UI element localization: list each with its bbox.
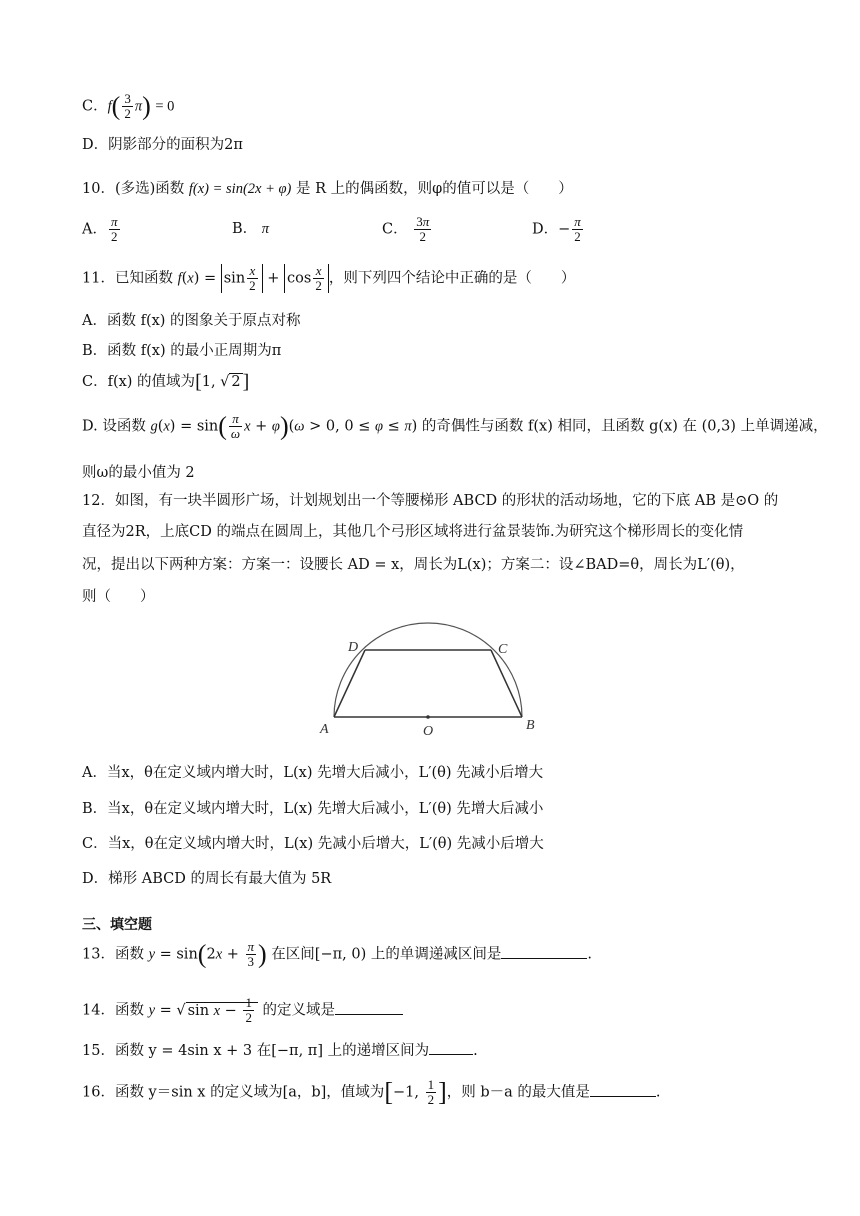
- q12-stem-1: 12．如图，有一块半圆形广场，计划规划出一个等腰梯形 ABCD 的形状的活动场地，它的下底 AB 是⊙O 的: [82, 493, 779, 509]
- q10-stem: 10．(多选)函数 f(x) = sin(2x + φ) 是 R 上的偶函数，则φ的值可以是（ ）: [82, 181, 573, 197]
- q9-option-d: D．阴影部分的面积为2π: [82, 137, 243, 153]
- q13: 13．函数 y = sin(2x + $\frac{\pi}{3}$ ) 在区间[−π, 0) 上的单调递减区间是 .: [82, 939, 592, 969]
- q12-option-b: B．当x，θ在定义域内增大时，L(x) 先增大后减小，L′(θ) 先增大后减小: [82, 801, 544, 817]
- q15: 15．函数 y = 4sin x + 3 在[−π, π] 上的递增区间为 .: [82, 1043, 478, 1059]
- q14: 14．函数 y = √ sin x − $\frac{1}{2}$ 的定义域是: [82, 996, 800, 1025]
- q11-stem: 11．已知函数 f(x) = sin $\frac{x}{2}$ + cos $\frac{x}{2}$ ，则下列四个结论中正确的是（ ）: [82, 263, 576, 293]
- q11-option-c: C．f(x) 的值域为[1, √ 2 ]: [82, 371, 250, 393]
- q16: 16．函数 y＝sin x 的定义域为[a，b]，值域为[−1, $\frac{1}{2}$ ]，则 b－a 的最大值是 .: [82, 1077, 661, 1107]
- q11-option-b: B．函数 f(x) 的最小正周期为π: [82, 343, 282, 359]
- q12-option-c: C．当x，θ在定义域内增大时，L(x) 先减小后增大，L′(θ) 先减小后增大: [82, 836, 544, 852]
- label-b: B: [526, 718, 535, 733]
- label-c: C: [498, 642, 508, 657]
- label-o: O: [423, 724, 434, 739]
- label-d: D: [348, 640, 359, 655]
- center-point: [426, 715, 430, 719]
- q11-option-d: D. 设函数 g(x) = sin( $\frac{\pi}{\omega}$ x + φ)(ω > 0, 0 ≤ φ ≤ π) 的奇偶性与函数 f(x) 相同，且函数 g(x) 在 (0,3) 上单调递减，: [82, 411, 828, 441]
- leg-ad: [334, 650, 365, 717]
- q11-option-a: A．函数 f(x) 的图象关于原点对称: [82, 313, 301, 329]
- q12-option-d: D．梯形 ABCD 的周长有最大值为 5R: [82, 871, 332, 887]
- q9-option-c: C．f( $\frac{3}{2}$ π) = 0: [82, 91, 175, 121]
- q11-option-d-cont: 则ω的最小值为 2: [82, 465, 195, 481]
- q12-option-a: A．当x，θ在定义域内增大时，L(x) 先增大后减小，L′(θ) 先减小后增大: [82, 765, 544, 781]
- semicircle-trapezoid-figure: [310, 615, 550, 745]
- q10-options: A． $\frac{\pi}{2}$ B． π C． $\frac{3\pi}{2}$ D．− $\frac{\pi}{2}$: [82, 213, 581, 244]
- semicircle-arc: [334, 623, 522, 717]
- label-a: A: [320, 722, 329, 737]
- leg-bc: [491, 650, 522, 717]
- q12-stem-4: 则（ ）: [82, 589, 155, 605]
- section-fill-blank: 三、填空题: [82, 917, 152, 933]
- q12-stem-3: 况，提出以下两种方案：方案一：设腰长 AD = x，周长为L(x)；方案二：设∠BAD=θ，周长为L′(θ)，: [82, 557, 745, 573]
- q12-stem-2: 直径为2R，上底CD 的端点在圆周上，其他几个弓形区域将进行盆景装饰.为研究这个梯形周长的变化情: [82, 524, 744, 540]
